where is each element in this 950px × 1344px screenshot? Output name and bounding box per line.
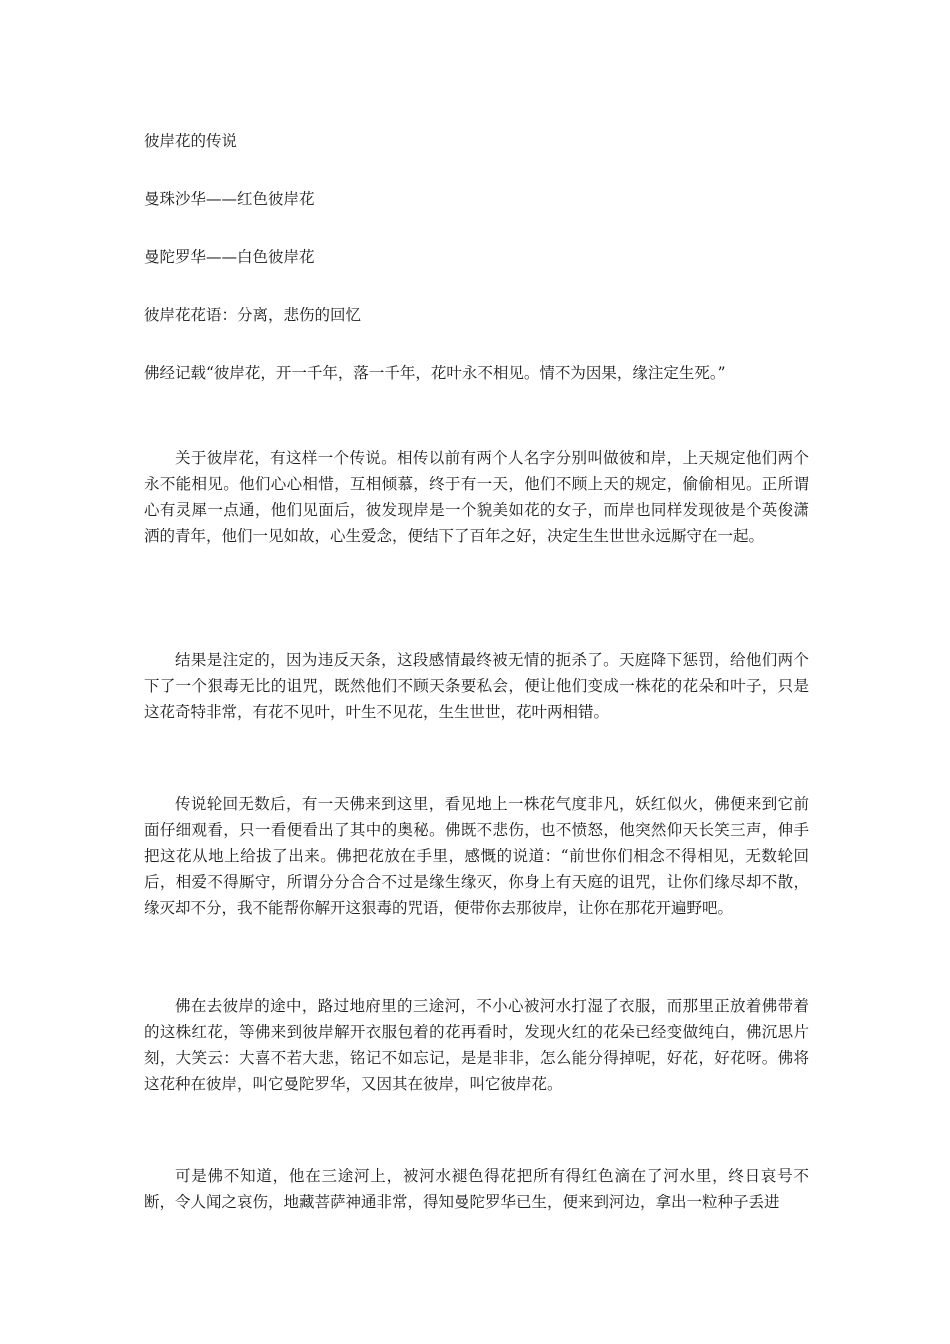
scripture-quote: 佛经记载“彼岸花，开一千年，落一千年，花叶永不相见。情不为因果，缘注定生死。” <box>144 364 726 382</box>
white-flower-name: 曼陀罗华——白色彼岸花 <box>144 248 315 266</box>
paragraph-ksitigarbha: 可是佛不知道，他在三途河上，被河水褪色得花把所有得红色滴在了河水里，终日哀号不断，令人闻之哀伤，地藏菩萨神通非常，得知曼陀罗华已生，便来到河边，拿出一粒种子丢进 <box>144 1167 809 1211</box>
document-title: 彼岸花的传说 <box>144 132 238 150</box>
paragraph-buddha-arrives: 传说轮回无数后，有一天佛来到这里，看见地上一株花气度非凡，妖红似火，佛便来到它前面仔细观看，只一看便看出了其中的奥秘。佛既不悲伤，也不愤怒，他突然仰天长笑三声，伸手把这花从地上给拔了出来。佛把花放在手里，感慨的说道：“前世你们相念不得相见，无数轮回后，相爱不得厮守，所谓分分合合不过是缘生缘灭，你身上有天庭的诅咒，让你们缘尽却不散，缘灭却不分，我不能帮你解开这狠毒的咒语，便带你去那彼岸，让你在那花开遍野吧。 <box>144 795 809 917</box>
paragraph-curse: 结果是注定的，因为违反天条，这段感情最终被无情的扼杀了。天庭降下惩罚，给他们两个下了一个狠毒无比的诅咒，既然他们不顾天条要私会，便让他们变成一株花的花朵和叶子，只是这花奇特非常，有花不见叶，叶生不见花，生生世世，花叶两相错。 <box>144 651 809 721</box>
red-flower-name: 曼珠沙华——红色彼岸花 <box>144 190 315 208</box>
paragraph-legend-intro: 关于彼岸花，有这样一个传说。相传以前有两个人名字分别叫做彼和岸，上天规定他们两个永不能相见。他们心心相惜，互相倾慕，终于有一天，他们不顾上天的规定，偷偷相见。正所谓心有灵犀一点通，他们见面后，彼发现岸是一个貌美如花的女子，而岸也同样发现彼是个英俊潇洒的青年，他们一见如故，心生爱念，便结下了百年之好，决定生生世世永远厮守在一起。 <box>144 449 809 545</box>
paragraph-three-way-river: 佛在去彼岸的途中，路过地府里的三途河，不小心被河水打湿了衣服，而那里正放着佛带着的这株红花，等佛来到彼岸解开衣服包着的花再看时，发现火红的花朵已经变做纯白，佛沉思片刻，大笑云：大喜不若大悲，铭记不如忘记，是是非非，怎么能分得掉呢，好花，好花呀。佛将这花种在彼岸，叫它曼陀罗华，又因其在彼岸，叫它彼岸花。 <box>144 997 809 1093</box>
flower-language: 彼岸花花语：分离，悲伤的回忆 <box>144 306 362 324</box>
